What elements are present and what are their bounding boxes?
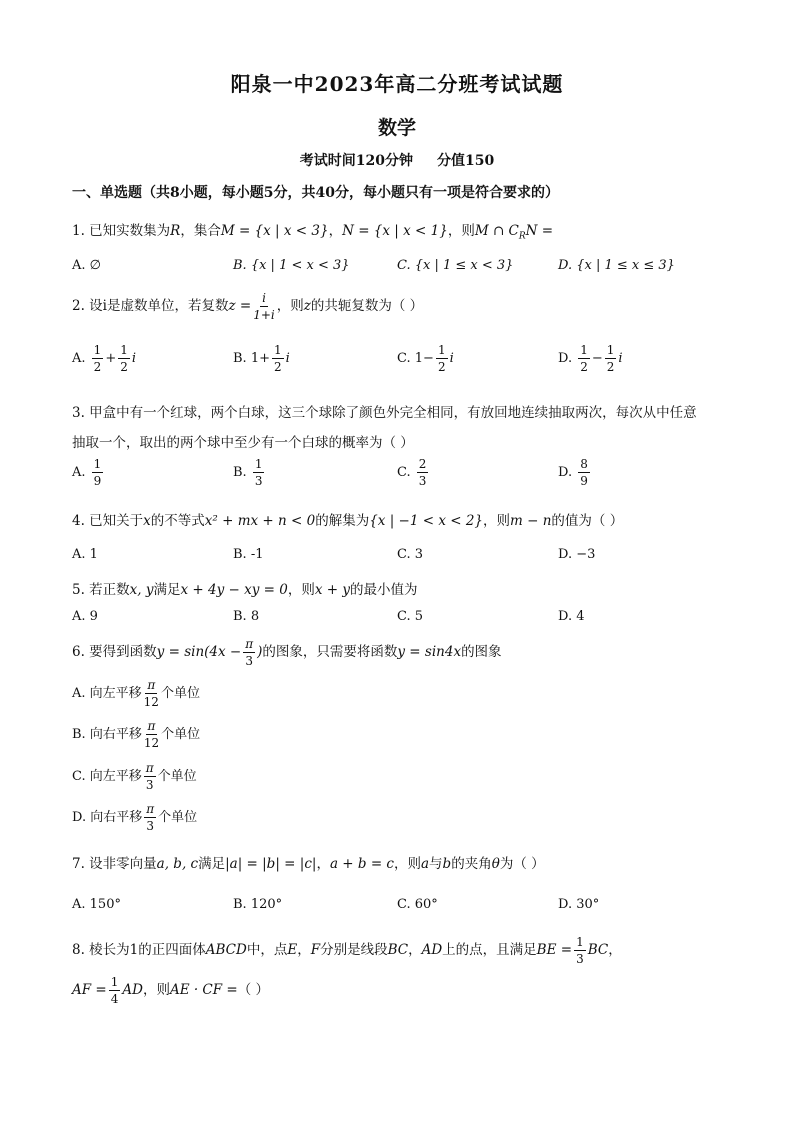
q3-option-a[interactable]: A. $\frac{1}{9}$ — [72, 457, 102, 488]
q2-option-c[interactable]: C. 1− $\frac{1}{2}$ i — [397, 343, 454, 374]
q7-option-a[interactable]: A. 150° — [72, 897, 121, 912]
q6-option-b[interactable]: B. 向右平移 $\frac{\pi}{12}$ 个单位 — [72, 719, 201, 750]
q1-option-d[interactable]: D. {x | 1 ≤ x ≤ 3} — [558, 258, 675, 273]
question-5: 5. 若正数x, y满足x + 4y − xy = 0，则x + y的最小值为 — [72, 582, 418, 598]
exam-time: 考试时间120分钟 — [299, 153, 413, 169]
q6-option-d[interactable]: D. 向右平移 $\frac{\pi}{3}$ 个单位 — [72, 802, 198, 833]
question-3-line-1: 3. 甲盒中有一个红球，两个白球，这三个球除了颜色外完全相同，有放回地连续抽取两次，每次从中任意 — [72, 405, 697, 421]
q5-option-b[interactable]: B. 8 — [233, 609, 260, 624]
q2-option-b[interactable]: B. 1+ $\frac{1}{2}$ i — [233, 343, 290, 374]
q3-option-b[interactable]: B. $\frac{1}{3}$ — [233, 457, 263, 488]
q7-option-d[interactable]: D. 30° — [558, 897, 600, 912]
q4-option-c[interactable]: C. 3 — [397, 547, 424, 562]
q6-option-a[interactable]: A. 向左平移 $\frac{\pi}{12}$ 个单位 — [72, 678, 200, 709]
q6-option-c[interactable]: C. 向左平移 $\frac{\pi}{3}$ 个单位 — [72, 761, 197, 792]
exam-score: 分值150 — [437, 153, 495, 169]
question-7: 7. 设非零向量a, b, c满足|a| = |b| = |c|，a + b = c，则a与b的夹角θ为（ ） — [72, 856, 545, 872]
set-m: M = {x | x < 3} — [220, 223, 329, 239]
section-heading: 一、单选题（共8小题，每小题5分，共40分，每小题只有一项是符合要求的） — [72, 185, 559, 201]
question-2: 2. 设i是虚数单位，若复数z = $\frac{i}{1+i}$ ，则z的共轭复数为（ ） — [72, 291, 424, 322]
set-n: N = {x | x < 1} — [342, 223, 448, 239]
q5-option-a[interactable]: A. 9 — [72, 609, 98, 624]
exam-title: 阳泉一中2023年高二分班考试试题 — [230, 72, 564, 96]
q4-option-a[interactable]: A. 1 — [72, 547, 98, 562]
q3-option-c[interactable]: C. $\frac{2}{3}$ — [397, 457, 427, 488]
exam-meta — [0, 150, 794, 170]
q4-option-b[interactable]: B. -1 — [233, 547, 264, 562]
q7-option-c[interactable]: C. 60° — [397, 897, 438, 912]
question-4: 4. 已知关于x的不等式x² + mx + n < 0的解集为{x | −1 < x < 2}，则m − n的值为（ ） — [72, 513, 624, 529]
subject-title: 数学 — [377, 117, 416, 139]
question-8-line-2: AF = $\frac{1}{4}$ AD，则AE · CF =（ ） — [72, 975, 270, 1006]
q1-option-b[interactable]: B. {x | 1 < x < 3} — [233, 258, 350, 273]
q1-option-c[interactable]: C. {x | 1 ≤ x < 3} — [397, 258, 514, 273]
q3-option-d[interactable]: D. $\frac{8}{9}$ — [558, 457, 588, 488]
question-6: 6. 要得到函数y = sin(4x − $\frac{\pi}{3}$ )的图象，只需要将函数y = sin4x的图象 — [72, 637, 502, 668]
question-3-line-2: 抽取一个，取出的两个球中至少有一个白球的概率为（ ） — [72, 435, 414, 451]
q4-option-d[interactable]: D. −3 — [558, 547, 596, 562]
q1-option-a[interactable]: A. ∅ — [72, 258, 101, 273]
q2-option-a[interactable]: A. $\frac{1}{2}$ + $\frac{1}{2}$ i — [72, 343, 137, 374]
q2-option-d[interactable]: D. $\frac{1}{2}$ − $\frac{1}{2}$ i — [558, 343, 623, 374]
q5-option-c[interactable]: C. 5 — [397, 609, 424, 624]
question-8-line-1: 8. 棱长为1的正四面体ABCD中，点E，F分别是线段BC，AD上的点，且满足BE = $\frac{1}{3}$ BC， — [72, 935, 622, 966]
q7-option-b[interactable]: B. 120° — [233, 897, 283, 912]
q5-option-d[interactable]: D. 4 — [558, 609, 585, 624]
question-1: 1. 已知实数集为R，集合M = {x | x < 3}，N = {x | x < 1}，则M ∩ $C_RN$ = — [72, 223, 554, 242]
